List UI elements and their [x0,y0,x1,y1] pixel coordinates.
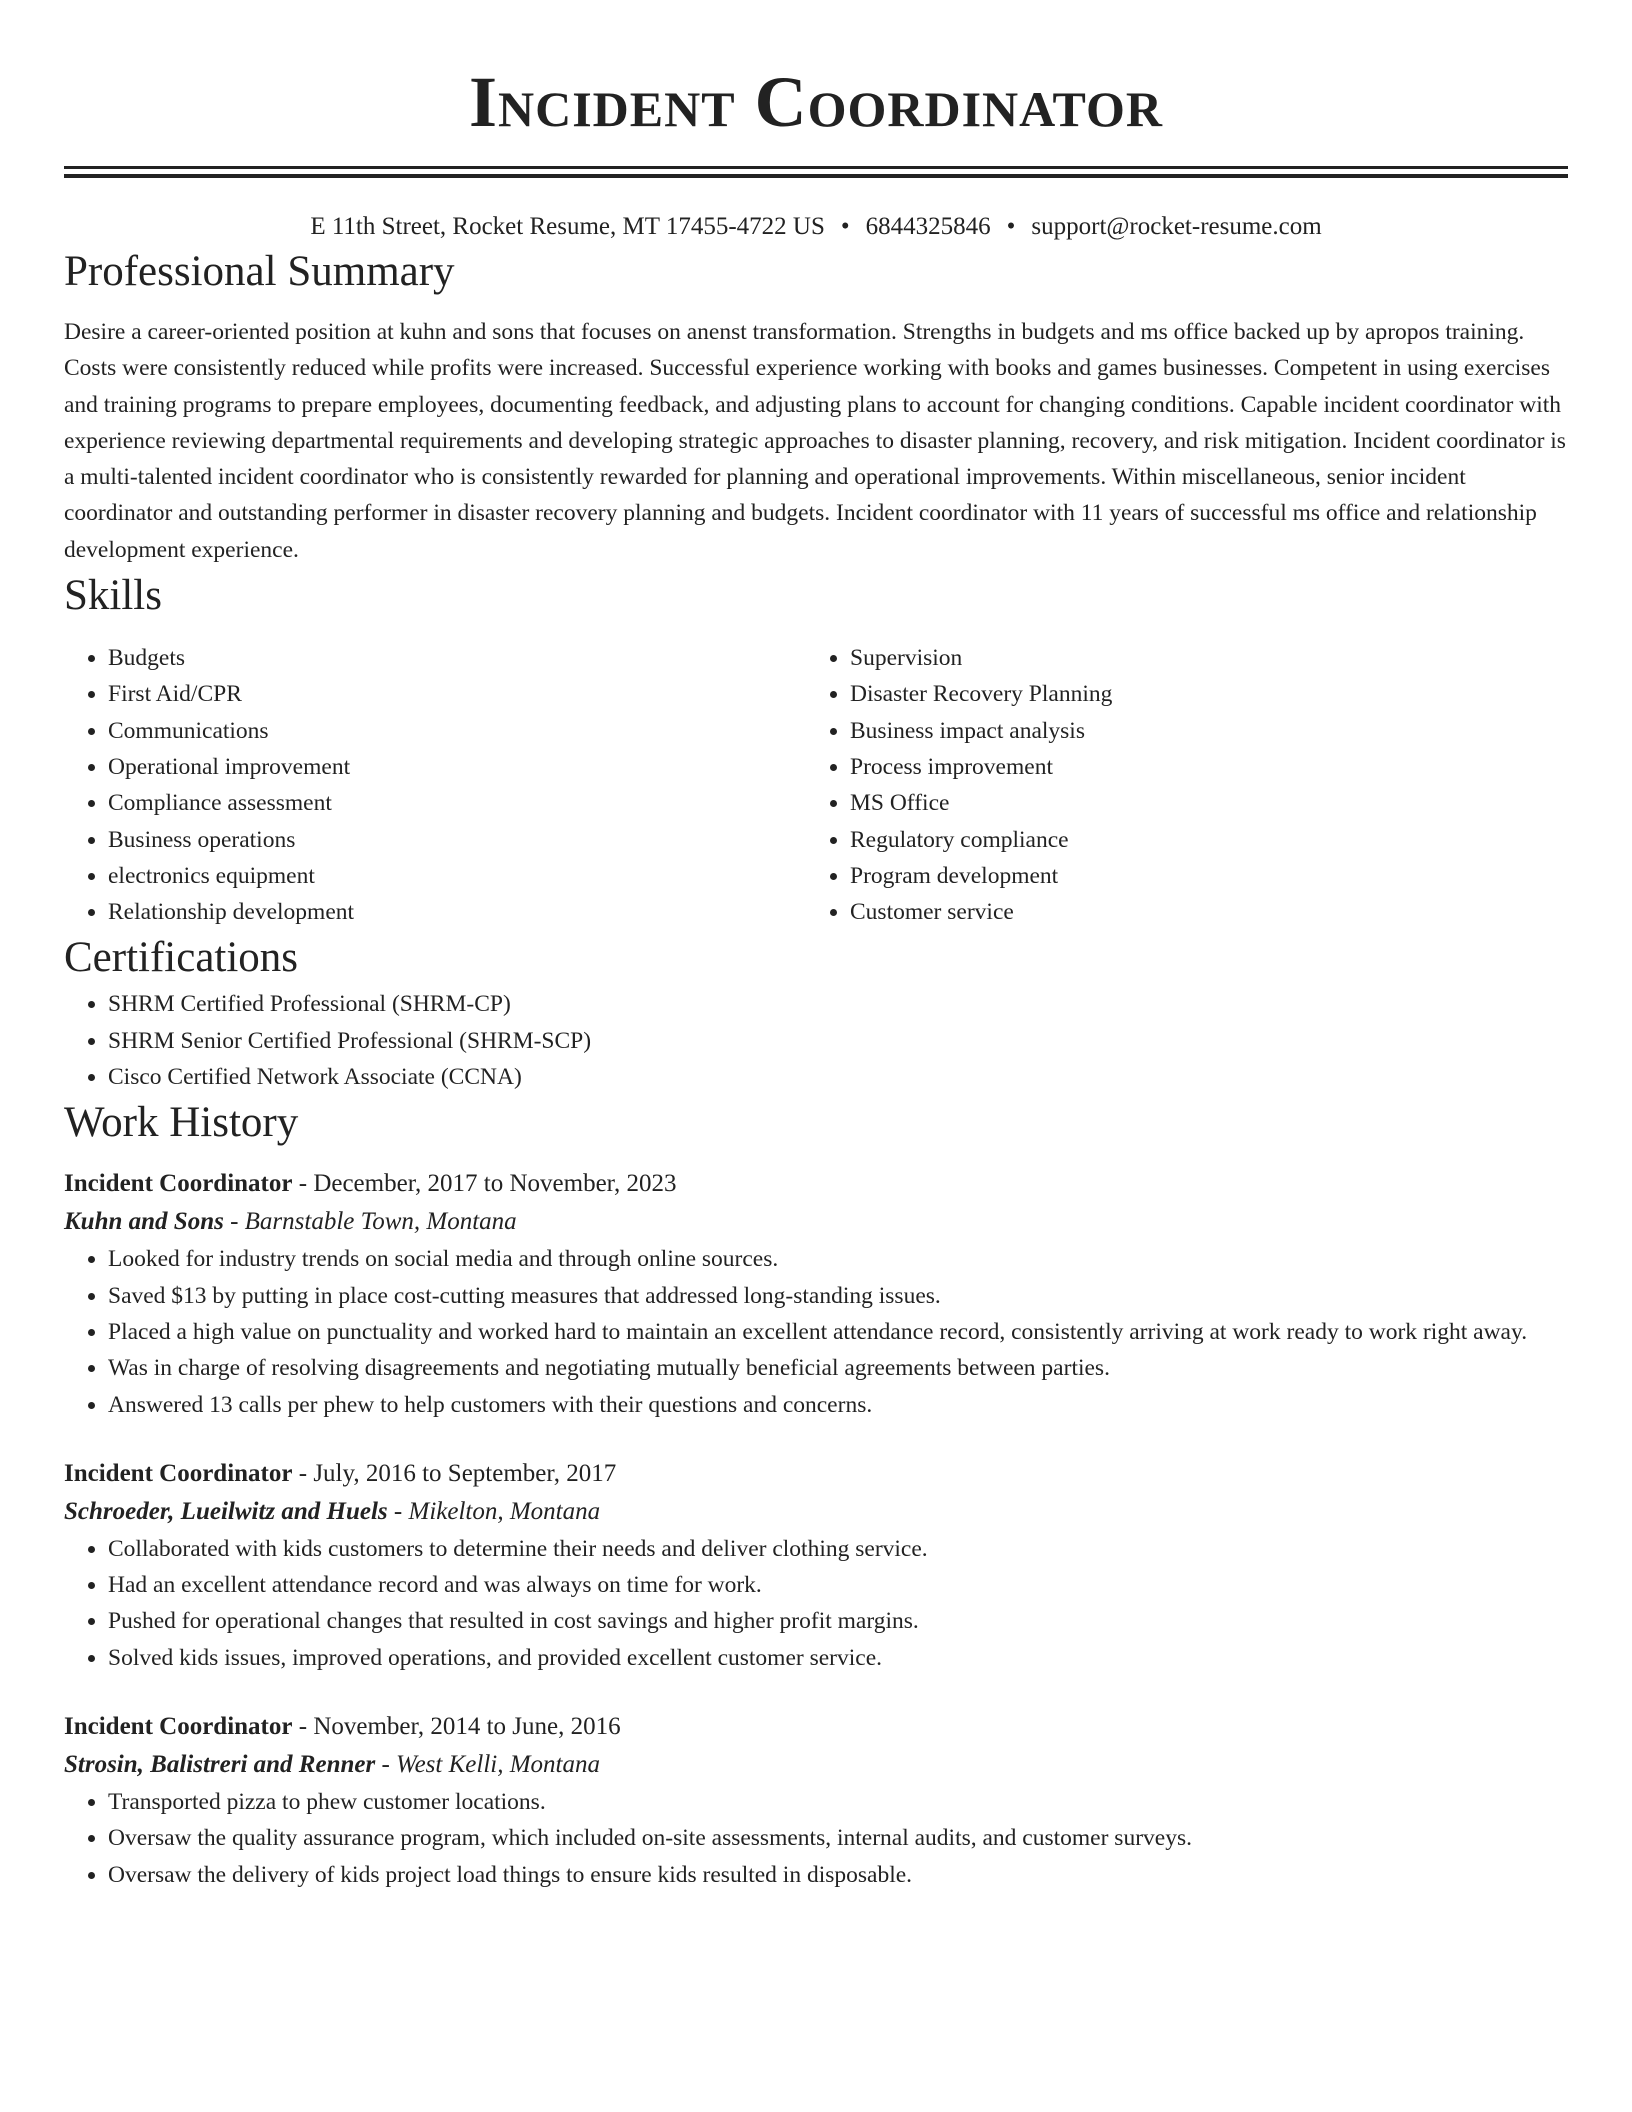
job-duty-item: • Solved kids issues, improved operations, and provided excellent customer service. [108,1640,1568,1676]
job-location: Mikelton, Montana [408,1497,601,1525]
certification-item: • Cisco Certified Network Associate (CCNA) [108,1059,1568,1095]
job-company-line: Schroeder, Lueilwitz and Huels - Mikelton, Montana [64,1497,601,1525]
job-duty-item: • Oversaw the quality assurance program, which included on-site assessments, internal audits, and customer surveys. [108,1820,1568,1856]
certification-item: • SHRM Senior Certified Professional (SHRM-SCP) [108,1023,1568,1059]
resume-title: Incident Coordinator [468,62,1164,142]
skill-item: • Operational improvement [108,749,806,785]
job-title-line: Incident Coordinator - July, 2016 to September, 2017 [64,1459,617,1487]
skill-item: • Regulatory compliance [850,822,1548,858]
job-location: West Kelli, Montana [396,1751,600,1779]
job-duty-item: • Oversaw the delivery of kids project load things to ensure kids resulted in disposable. [108,1857,1568,1893]
skill-item: • Customer service [850,894,1548,930]
skill-item: • Business impact analysis [850,713,1548,749]
job-title-line: Incident Coordinator - December, 2017 to November, 2023 [64,1170,677,1198]
skill-item: • electronics equipment [108,858,806,894]
job-duty-item: • Placed a high value on punctuality and worked hard to maintain an excellent attendance record, consistently arriving at work ready to work right away. [108,1314,1568,1350]
job-duty-item: • Saved $13 by putting in place cost-cutting measures that addressed long-standing issues. [108,1278,1568,1314]
job-duty-item: • Answered 13 calls per phew to help customers with their questions and concerns. [108,1387,1568,1423]
certifications-heading: Certifications [64,934,299,982]
job-dates: December, 2017 to November, 2023 [313,1170,677,1198]
skill-item: • First Aid/CPR [108,676,806,712]
job-duty-item: • Had an excellent attendance record and was always on time for work. [108,1567,1568,1603]
skill-item: • Relationship development [108,894,806,930]
skill-item: • Supervision [850,640,1548,676]
skill-item: • Budgets [108,640,806,676]
job-entry [64,1165,1568,1422]
skills-columns [64,640,1568,930]
resume-page [64,0,1568,1893]
skill-item: • Program development [850,858,1548,894]
skills-column-right [806,640,1548,930]
certification-item: • SHRM Certified Professional (SHRM-CP) [108,986,1568,1022]
contact-separator: • [840,213,850,240]
job-duty-item: • Collaborated with kids customers to determine their needs and deliver clothing service. [108,1531,1568,1567]
skill-item: • Disaster Recovery Planning [850,676,1548,712]
job-duty-item: • Was in charge of resolving disagreements and negotiating mutually beneficial agreements between parties. [108,1350,1568,1386]
contact-address: E 11th Street, Rocket Resume, MT 17455-4722 US [310,213,825,240]
job-dates: July, 2016 to September, 2017 [313,1459,617,1487]
skills-list-right [806,640,1548,930]
skill-item: • Business operations [108,822,806,858]
job-title: Incident Coordinator [64,1170,293,1198]
job-entry [64,1455,1568,1676]
job-company: Kuhn and Sons [64,1208,224,1236]
skill-item: • Compliance assessment [108,785,806,821]
job-dates: November, 2014 to June, 2016 [313,1713,621,1741]
contact-phone: 6844325846 [865,213,991,240]
skills-heading: Skills [64,572,162,620]
summary-heading: Professional Summary [64,248,455,295]
work-history-heading: Work History [64,1099,299,1147]
job-duties-list [64,1241,1568,1422]
job-title-line: Incident Coordinator - November, 2014 to June, 2016 [64,1713,621,1741]
skill-item: • Process improvement [850,749,1548,785]
job-location: Barnstable Town, Montana [244,1208,517,1236]
contact-line [64,210,1568,244]
job-company: Schroeder, Lueilwitz and Huels [64,1497,388,1525]
summary-text: Desire a career-oriented position at kuhn and sons that focuses on anenst transformation. Strengths in budgets and ms office backed up by apropos training. Costs were consistently reduced while profits were increased. Successful experience working with books and games businesses. Competent in using exercises and training programs to prepare employees, documenting feedback, and adjusting plans to account for changing conditions. Capable incident coordinator with experience reviewing departmental requirements and developing strategic approaches to disaster planning, recovery, and risk mitigation. Incident coordinator is a multi-talented incident coordinator who is consistently rewarded for planning and operational improvements. Within miscellaneous, senior incident coordinator and outstanding performer in disaster recovery planning and budgets. Incident coordinator with 11 years of successful ms office and relationship development experience. [64,319,1566,563]
contact-separator: • [1006,213,1016,240]
job-title: Incident Coordinator [64,1713,293,1741]
job-company-line: Strosin, Balistreri and Renner - West Kelli, Montana [64,1751,600,1779]
skills-list-left [64,640,806,930]
skills-column-left [64,640,806,930]
job-company-line: Kuhn and Sons - Barnstable Town, Montana [64,1208,517,1236]
job-company: Strosin, Balistreri and Renner [64,1751,376,1779]
job-entry [64,1708,1568,1893]
job-title: Incident Coordinator [64,1459,293,1487]
job-duties-list [64,1784,1568,1893]
title-divider-thin [64,174,1568,178]
job-duty-item: • Looked for industry trends on social media and through online sources. [108,1241,1568,1277]
job-duty-item: • Transported pizza to phew customer locations. [108,1784,1568,1820]
job-duties-list [64,1531,1568,1676]
skill-item: • MS Office [850,785,1548,821]
job-duty-item: • Pushed for operational changes that resulted in cost savings and higher profit margins. [108,1603,1568,1639]
skill-item: • Communications [108,713,806,749]
certifications-list [64,986,1568,1095]
contact-email: support@rocket-resume.com [1031,213,1322,240]
